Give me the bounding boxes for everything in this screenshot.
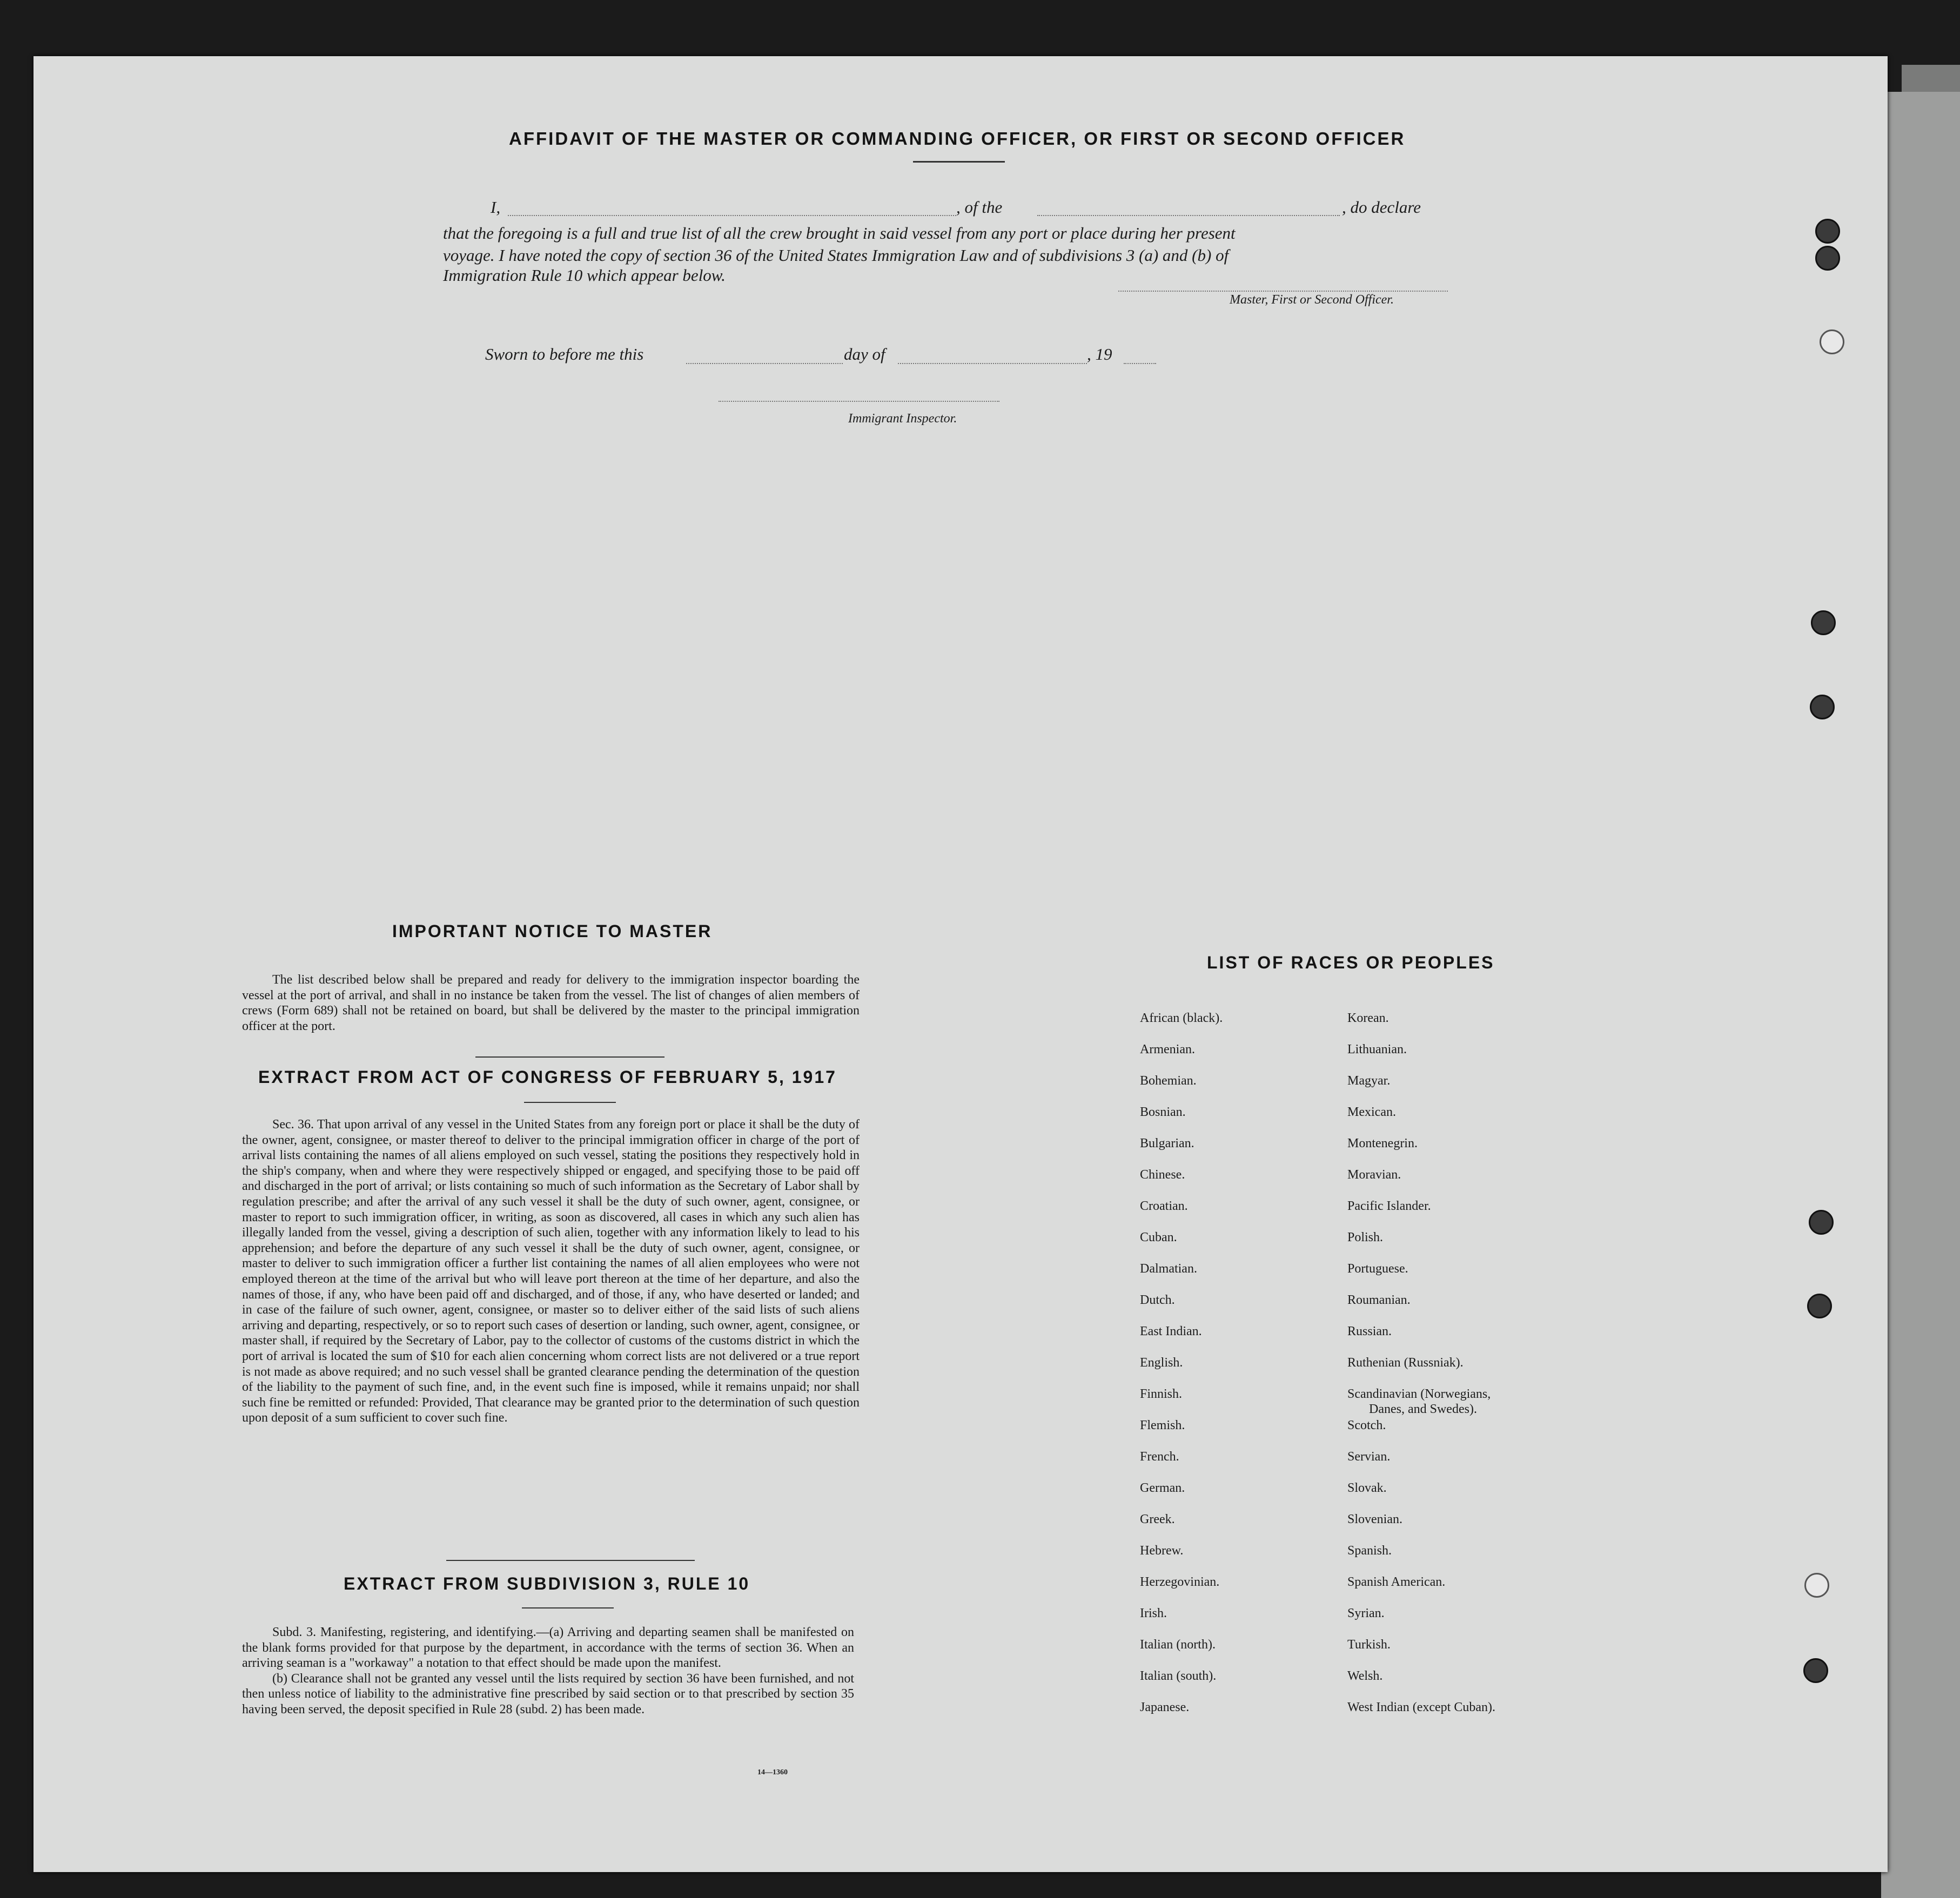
affidavit-line-2: that the foregoing is a full and true list of all the crew brought in said vessel from any port or place during her present	[443, 224, 1236, 243]
race-item: Bosnian.	[1140, 1105, 1186, 1119]
race-item: Hebrew.	[1140, 1544, 1184, 1558]
race-item: Armenian.	[1140, 1042, 1195, 1056]
binder-hole	[1811, 610, 1836, 635]
section-divider	[524, 1102, 616, 1103]
sworn-day-blank	[686, 363, 843, 364]
race-item: Polish.	[1347, 1230, 1384, 1244]
binder-hole	[1809, 1210, 1834, 1235]
title-underline	[913, 161, 1005, 163]
declare-text: , do declare	[1342, 198, 1421, 217]
race-item: Spanish.	[1347, 1544, 1392, 1558]
race-item: Herzegovinian.	[1140, 1575, 1220, 1589]
section-divider	[446, 1560, 695, 1561]
sworn-year-blank	[1124, 363, 1156, 364]
race-item: Bohemian.	[1140, 1074, 1197, 1088]
rule-paragraph	[242, 1625, 854, 1718]
binder-hole	[1804, 1573, 1829, 1598]
race-item: Italian (south).	[1140, 1669, 1217, 1683]
adjacent-page-edge	[1881, 92, 1960, 1898]
race-item: Spanish American.	[1347, 1575, 1446, 1589]
race-item: Russian.	[1347, 1324, 1392, 1338]
binder-hole	[1815, 219, 1840, 244]
notice-paragraph	[242, 972, 860, 1034]
act-title: EXTRACT FROM ACT OF CONGRESS OF FEBRUARY 5, 1917	[258, 1067, 837, 1087]
race-item: Lithuanian.	[1347, 1042, 1407, 1056]
race-item: Ruthenian (Russniak).	[1347, 1356, 1464, 1370]
race-item: German.	[1140, 1481, 1185, 1495]
notice-title: IMPORTANT NOTICE TO MASTER	[392, 921, 713, 941]
race-item: Danes, and Swedes).	[1369, 1402, 1477, 1416]
year-prefix: , 19	[1087, 345, 1112, 364]
race-item: Dalmatian.	[1140, 1262, 1197, 1276]
inspector-signature-line	[719, 401, 999, 402]
race-item: Pacific Islander.	[1347, 1199, 1431, 1213]
races-right-column	[1347, 1002, 1495, 1723]
section-divider	[522, 1607, 614, 1608]
binder-hole	[1807, 1294, 1832, 1318]
race-item: East Indian.	[1140, 1324, 1202, 1338]
race-item: Slovenian.	[1347, 1512, 1402, 1526]
race-item: Welsh.	[1347, 1669, 1383, 1683]
day-of-text: day of	[844, 345, 885, 364]
form-number: 14—1360	[757, 1768, 788, 1776]
vessel-name-blank	[1037, 215, 1340, 216]
binder-hole	[1820, 329, 1844, 354]
race-item: Roumanian.	[1347, 1293, 1411, 1307]
race-item: Mexican.	[1347, 1105, 1396, 1119]
race-item: Portuguese.	[1347, 1262, 1408, 1276]
master-signature-label: Master, First or Second Officer.	[1230, 293, 1394, 307]
race-item: West Indian (except Cuban).	[1347, 1700, 1495, 1714]
race-item: Magyar.	[1347, 1074, 1391, 1088]
master-signature-line	[1118, 291, 1448, 292]
race-item: Croatian.	[1140, 1199, 1188, 1213]
affidavit-line-3: voyage. I have noted the copy of section 36 of the United States Immigration Law and of subdivisions 3 (a) and (b) of	[443, 246, 1229, 265]
race-item: English.	[1140, 1356, 1183, 1370]
races-left-column	[1140, 1002, 1223, 1723]
binder-hole	[1815, 246, 1840, 271]
affidavit-title: AFFIDAVIT OF THE MASTER OR COMMANDING OFFICER, OR FIRST OR SECOND OFFICER	[509, 129, 1406, 149]
document-page	[33, 56, 1888, 1872]
race-item: Irish.	[1140, 1606, 1167, 1620]
binder-hole	[1803, 1658, 1828, 1683]
race-item: French.	[1140, 1450, 1179, 1464]
race-item: Dutch.	[1140, 1293, 1175, 1307]
race-item: Bulgarian.	[1140, 1136, 1194, 1150]
subdivision-b-text: (b) Clearance shall not be granted any vessel until the lists required by section 36 have been furnished, and not then unless notice of liability to the administrative fine prescribed by said section or to that prescribed by section 35 having been served, the deposit specified in Rule 28 (subd. 2) has been made.	[242, 1671, 854, 1717]
section-divider	[475, 1056, 664, 1058]
race-item: Korean.	[1347, 1011, 1389, 1025]
declarant-prefix: I,	[491, 198, 501, 217]
declarant-name-blank	[508, 215, 956, 216]
notice-text: The list described below shall be prepared and ready for delivery to the immigration inspector boarding the vessel at the port of arrival, and shall in no instance be taken from the vessel. The list of changes of alien members of crews (Form 689) shall not be retained on board, but shall be delivered by the master to the principal immigration officer at the port.	[242, 973, 860, 1033]
race-item: Turkish.	[1347, 1638, 1391, 1652]
race-item: African (black).	[1140, 1011, 1223, 1025]
race-item: Moravian.	[1347, 1168, 1401, 1182]
race-item: Flemish.	[1140, 1418, 1185, 1432]
sworn-text: Sworn to before me this	[485, 345, 644, 364]
race-item: Slovak.	[1347, 1481, 1387, 1495]
inspector-label: Immigrant Inspector.	[848, 412, 957, 426]
section-36-text: Sec. 36. That upon arrival of any vessel in the United States from any foreign port or place it shall be the duty of the owner, agent, consignee, or master thereof to deliver to the principal immigration officer in charge of the port of arrival lists containing the names of all aliens employed on such vessel, stating the positions they respectively hold in the ship's company, when and where they were respectively shipped or engaged, and specifying those to be paid off and discharged in the port of arrival; or lists containing so much of such information as the Secretary of Labor shall by regulation prescribe; and after the arrival of any such vessel it shall be the duty of such owner, agent, consignee, or master to report to such immigration officer, in writing, as soon as discovered, all cases in which any such alien has illegally landed from the vessel, giving a description of such alien, together with any information likely to lead to his apprehension; and before the departure of any such vessel it shall be the duty of such owner, agent, consignee, or master to deliver to such immigration officer a further list containing the names of all alien employees who were not employed thereon at the time of the arrival but who will leave port thereon at the time of her departure, and also the names of those, if any, who have been paid off and discharged, and of those, if any, who have deserted or landed; and in case of the failure of such owner, agent, consignee, or master so to deliver either of the said lists of such aliens arriving and departing, respectively, or so to report such cases of desertion or landing, such owner, agent, consignee, or master shall, if required by the Secretary of Labor, pay to the collector of customs of the customs district in which the port of arrival is located the sum of $10 for each alien concerning whom correct lists are not delivered or a true report is not made as above required; and no such vessel shall be granted clearance pending the determination of the question of the liability to the payment of such fine, and, in the event such fine is imposed, while it remains unpaid; nor shall such fine be remitted or refunded: Provided, That clearance may be granted prior to the determination of such question upon deposit of a sum sufficient to cover such fine.	[242, 1118, 860, 1425]
sworn-month-blank	[898, 363, 1087, 364]
race-item: Japanese.	[1140, 1700, 1190, 1714]
races-title: LIST OF RACES OR PEOPLES	[1207, 953, 1495, 972]
race-item: Scotch.	[1347, 1418, 1386, 1432]
race-item: Chinese.	[1140, 1168, 1185, 1182]
rule-title: EXTRACT FROM SUBDIVISION 3, RULE 10	[344, 1574, 750, 1593]
race-item: Cuban.	[1140, 1230, 1177, 1244]
of-the-text: , of the	[956, 198, 1003, 217]
affidavit-line-4: Immigration Rule 10 which appear below.	[443, 266, 726, 285]
race-item: Montenegrin.	[1347, 1136, 1418, 1150]
race-item: Finnish.	[1140, 1387, 1183, 1401]
race-item: Syrian.	[1347, 1606, 1385, 1620]
race-item: Scandinavian (Norwegians,	[1347, 1387, 1491, 1401]
race-item: Greek.	[1140, 1512, 1175, 1526]
binder-hole	[1810, 695, 1835, 719]
act-paragraph	[242, 1117, 860, 1426]
race-item: Servian.	[1347, 1450, 1391, 1464]
subdivision-a-text: Subd. 3. Manifesting, registering, and identifying.—(a) Arriving and departing seamen shall be manifested on the blank forms provided for that purpose by the department, in accordance with the terms of section 36. When an arriving seaman is a "workaway" a notation to that effect should be made upon the manifest.	[242, 1625, 854, 1671]
race-item: Italian (north).	[1140, 1638, 1216, 1652]
